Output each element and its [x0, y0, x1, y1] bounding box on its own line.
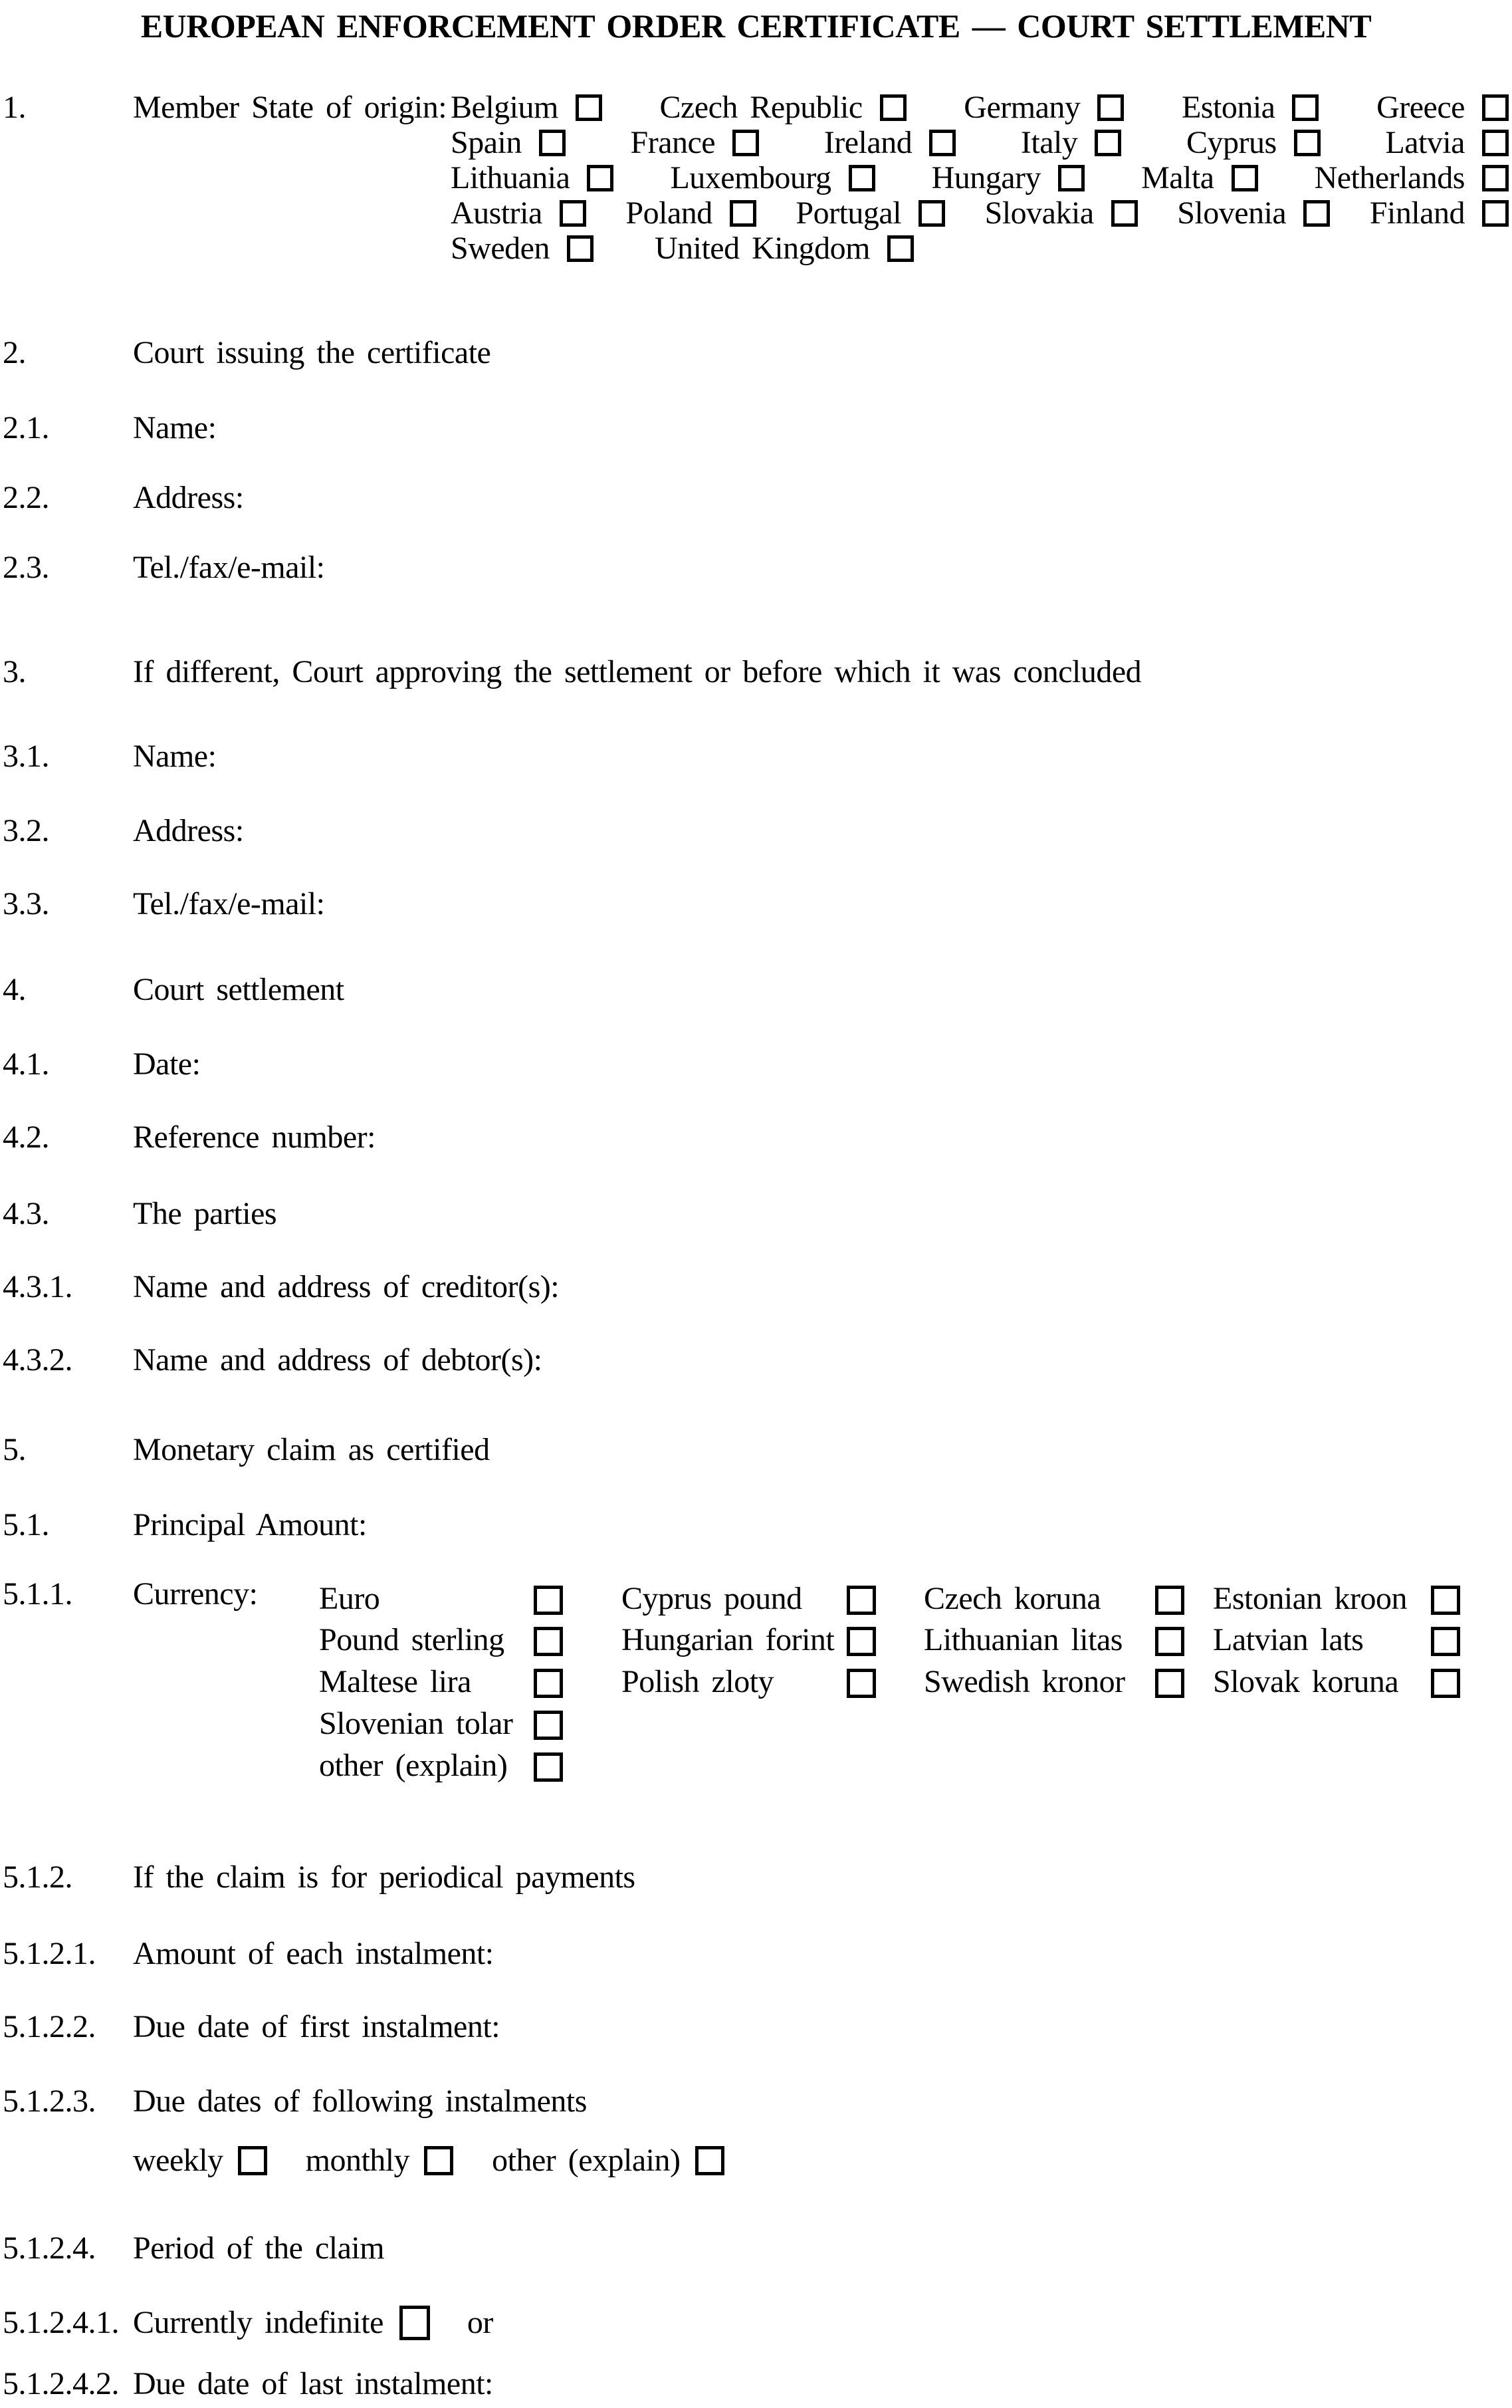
- member-state-option: [1376, 90, 1509, 126]
- form-item-5-1-2-2: [3, 2010, 1509, 2045]
- item-label: Due date of first instalment:: [133, 2009, 500, 2044]
- country-label: France: [630, 125, 716, 161]
- member-state-row: [451, 231, 1509, 267]
- form-item-3: [3, 655, 1509, 690]
- member-state-row: [451, 161, 1509, 196]
- member-state-option: [670, 161, 875, 196]
- item-label: Name:: [133, 739, 217, 774]
- checkbox-latvian-lats[interactable]: [1431, 1627, 1460, 1656]
- member-state-option: [451, 126, 566, 161]
- checkbox-weekly[interactable]: [238, 2146, 267, 2175]
- checkbox-hungary[interactable]: [1058, 165, 1085, 191]
- country-label: Greece: [1376, 90, 1465, 126]
- member-state-option: [1182, 90, 1319, 126]
- form-item-4-3: [3, 1197, 1509, 1232]
- form-item-4-3-1: [3, 1270, 1509, 1305]
- currency-label: Swedish kronor: [924, 1664, 1125, 1699]
- checkbox-luxembourg[interactable]: [849, 165, 875, 191]
- checkbox-lithuanian-litas[interactable]: [1155, 1627, 1184, 1656]
- form-item-5-1-2-4-2: [3, 2367, 1509, 2402]
- item-number: 4.3.: [3, 1196, 49, 1231]
- item-label: The parties: [133, 1196, 277, 1231]
- member-state-option: [451, 161, 613, 196]
- item-label: If the claim is for periodical payments: [133, 1860, 635, 1895]
- member-state-option: [1177, 196, 1330, 231]
- checkbox-france[interactable]: [732, 130, 759, 156]
- currency-label: Estonian kroon: [1213, 1581, 1407, 1616]
- frequency-option-other: [492, 2143, 724, 2179]
- checkbox-cyprus-pound[interactable]: [847, 1586, 876, 1615]
- form-item-5: [3, 1433, 1509, 1468]
- country-label: Portugal: [796, 195, 902, 231]
- checkbox-greece[interactable]: [1482, 94, 1509, 121]
- item-number: 3.2.: [3, 813, 49, 848]
- checkbox-latvia[interactable]: [1482, 130, 1509, 156]
- member-state-option: [451, 231, 594, 267]
- item-number: 5.1.2.3.: [3, 2084, 96, 2119]
- country-label: Poland: [625, 195, 712, 231]
- item-number: 3.1.: [3, 739, 49, 774]
- currency-label: Czech koruna: [924, 1581, 1101, 1616]
- checkbox-euro[interactable]: [534, 1586, 563, 1615]
- item-number: 5.1.: [3, 1507, 49, 1542]
- member-state-option: [1186, 126, 1321, 161]
- item-label: Court issuing the certificate: [133, 335, 491, 370]
- checkbox-monthly[interactable]: [424, 2146, 453, 2175]
- frequency-option-monthly: [306, 2143, 454, 2179]
- checkbox-estonian-kroon[interactable]: [1431, 1586, 1460, 1615]
- form-item-2-3: [3, 550, 1509, 586]
- member-state-option: [1141, 161, 1257, 196]
- frequency-label: weekly: [133, 2142, 223, 2178]
- item-number: 1.: [3, 90, 26, 125]
- checkbox-malta[interactable]: [1232, 165, 1258, 191]
- item-label: Court settlement: [133, 972, 344, 1007]
- form-item-2-2: [3, 481, 1509, 516]
- checkbox-pound-sterling[interactable]: [534, 1627, 563, 1656]
- checkbox-poland[interactable]: [730, 200, 756, 227]
- checkbox-united-kingdom[interactable]: [887, 235, 914, 262]
- item-number: 2.2.: [3, 480, 49, 515]
- member-state-option: [451, 196, 586, 231]
- item-number: 5.1.2.2.: [3, 2009, 96, 2044]
- checkbox-estonia[interactable]: [1292, 94, 1319, 121]
- form-item-4-2: [3, 1120, 1509, 1155]
- country-label: Czech Republic: [659, 90, 863, 126]
- item-number: 4.1.: [3, 1046, 49, 1082]
- item-label: Reference number:: [133, 1120, 376, 1155]
- item-number: 4.3.1.: [3, 1269, 72, 1304]
- checkbox-finland[interactable]: [1482, 200, 1509, 227]
- item-label: Tel./fax/e-mail:: [133, 550, 325, 585]
- member-state-option: [1315, 161, 1509, 196]
- currency-label: Euro: [319, 1581, 380, 1616]
- form-item-5-1-2-4-1: [3, 2306, 1509, 2341]
- item-label: Due dates of following instalments: [133, 2084, 587, 2119]
- item-label: Tel./fax/e-mail:: [133, 886, 325, 921]
- checkbox-austria[interactable]: [560, 200, 586, 227]
- country-label: United Kingdom: [654, 231, 870, 267]
- member-state-option: [964, 90, 1124, 126]
- checkbox-portugal[interactable]: [918, 200, 945, 227]
- member-state-option: [655, 231, 914, 267]
- checkbox-cyprus[interactable]: [1294, 130, 1321, 156]
- frequency-label: other (explain): [492, 2142, 681, 2178]
- item-number: 4.: [3, 972, 26, 1007]
- checkbox-czech-republic[interactable]: [880, 94, 907, 121]
- item-number: 5.1.2.4.: [3, 2230, 96, 2266]
- item-label: Date:: [133, 1046, 201, 1082]
- form-item-4-3-2: [3, 1343, 1509, 1378]
- form-item-3-3: [3, 887, 1509, 922]
- checkbox-netherlands[interactable]: [1482, 165, 1509, 191]
- item-label: Name:: [133, 410, 217, 445]
- member-state-option: [985, 196, 1138, 231]
- item-number: 3.3.: [3, 886, 49, 921]
- item-number: 3.: [3, 654, 26, 689]
- country-label: Spain: [451, 125, 522, 161]
- form-item-3-1: [3, 739, 1509, 775]
- checkbox-belgium[interactable]: [576, 94, 602, 121]
- item-label: Principal Amount:: [133, 1507, 367, 1542]
- form-item-5-1-2-4: [3, 2231, 1509, 2266]
- item-label: Monetary claim as certified: [133, 1432, 490, 1467]
- form-item-2-1: [3, 411, 1509, 446]
- checkbox-slovenian-tolar[interactable]: [534, 1711, 563, 1740]
- page-title: EUROPEAN ENFORCEMENT ORDER CERTIFICATE — COURT SETTLEMENT: [140, 7, 1372, 45]
- currency-label: other (explain): [319, 1748, 508, 1783]
- checkbox-czech-koruna[interactable]: [1155, 1586, 1184, 1615]
- country-label: Luxembourg: [670, 160, 831, 196]
- country-label: Netherlands: [1314, 160, 1465, 196]
- item-label: Amount of each instalment:: [133, 1936, 494, 1971]
- item-number: 2.: [3, 335, 26, 370]
- member-state-option: [796, 196, 945, 231]
- currency-label: Slovak koruna: [1213, 1664, 1399, 1699]
- member-state-option: [932, 161, 1085, 196]
- item-number: 4.2.: [3, 1120, 49, 1155]
- conjunction-label: or: [467, 2305, 493, 2340]
- checkbox-other-explain[interactable]: [695, 2146, 724, 2175]
- currency-label: Hungarian forint: [621, 1622, 835, 1657]
- form-item-4: [3, 973, 1509, 1008]
- form-item-2: [3, 336, 1509, 371]
- currency-label: Polish zloty: [621, 1664, 774, 1699]
- currency-label: Slovenian tolar: [319, 1706, 513, 1741]
- checkbox-currently-indefinite[interactable]: [399, 2306, 430, 2340]
- country-label: Lithuania: [451, 160, 570, 196]
- checkbox-lithuania[interactable]: [587, 165, 613, 191]
- member-state-row: [451, 196, 1509, 231]
- country-label: Slovakia: [984, 195, 1094, 231]
- country-label: Latvia: [1385, 125, 1465, 161]
- form-item-5-1-2-1: [3, 1937, 1509, 1972]
- country-label: Cyprus: [1186, 125, 1277, 161]
- checkbox-hungarian-forint[interactable]: [847, 1627, 876, 1656]
- item-number: 5.1.2.4.2.: [3, 2366, 119, 2401]
- checkbox-italy[interactable]: [1095, 130, 1121, 156]
- instalment-frequency-row: [133, 2142, 763, 2179]
- item-label: Due date of last instalment:: [133, 2366, 493, 2401]
- checkbox-slovak-koruna[interactable]: [1431, 1669, 1460, 1698]
- currency-label: Pound sterling: [319, 1622, 504, 1657]
- country-label: Austria: [451, 195, 542, 231]
- checkbox-spain[interactable]: [539, 130, 566, 156]
- member-state-row: [451, 126, 1509, 161]
- form-item-5-1: [3, 1508, 1509, 1543]
- item-number: 2.3.: [3, 550, 49, 585]
- country-label: Italy: [1020, 125, 1078, 161]
- frequency-label: monthly: [305, 2142, 410, 2178]
- checkbox-maltese-lira[interactable]: [534, 1669, 563, 1698]
- form-item-5-1-2-3: [3, 2084, 1509, 2119]
- checkbox-slovakia[interactable]: [1111, 200, 1138, 227]
- checkbox-sweden[interactable]: [567, 235, 594, 262]
- country-label: Sweden: [451, 231, 550, 267]
- item-label: Currently indefinite: [133, 2305, 383, 2340]
- country-label: Belgium: [451, 90, 558, 126]
- country-label: Finland: [1369, 195, 1465, 231]
- member-state-row: [451, 90, 1509, 126]
- item-label: Address:: [133, 480, 244, 515]
- country-label: Germany: [964, 90, 1081, 126]
- currency-label: Latvian lats: [1213, 1622, 1364, 1657]
- member-state-option: [659, 90, 906, 126]
- item-number: 5.1.1.: [3, 1576, 72, 1612]
- member-state-option: [824, 126, 956, 161]
- form-item-4-1: [3, 1047, 1509, 1082]
- item-label: If different, Court approving the settlement or before which it was concluded: [133, 654, 1142, 689]
- currency-label: Cyprus pound: [621, 1581, 802, 1616]
- form-item-5-1-2: [3, 1860, 1509, 1895]
- checkbox-other-explain[interactable]: [534, 1752, 563, 1782]
- member-state-label: Member State of origin:: [133, 90, 447, 125]
- checkbox-ireland[interactable]: [929, 130, 956, 156]
- country-label: Malta: [1141, 160, 1214, 196]
- member-state-option: [451, 90, 602, 126]
- member-state-option: [1370, 196, 1509, 231]
- item-number: 5.1.2.1.: [3, 1936, 96, 1971]
- item-label: Name and address of creditor(s):: [133, 1269, 560, 1304]
- checkbox-polish-zloty[interactable]: [847, 1669, 876, 1698]
- item-number: 4.3.2.: [3, 1342, 72, 1378]
- item-number: 5.1.2.4.1.: [3, 2305, 119, 2340]
- form-item-3-2: [3, 814, 1509, 849]
- member-state-option: [631, 126, 760, 161]
- item-number: 2.1.: [3, 410, 49, 445]
- currency-label: Lithuanian litas: [924, 1622, 1123, 1657]
- country-label: Slovenia: [1177, 195, 1287, 231]
- checkbox-germany[interactable]: [1097, 94, 1124, 121]
- country-label: Ireland: [823, 125, 913, 161]
- currency-label: Maltese lira: [319, 1664, 471, 1699]
- checkbox-swedish-kronor[interactable]: [1155, 1669, 1184, 1698]
- item-number: 5.1.2.: [3, 1860, 72, 1895]
- member-state-option: [625, 196, 756, 231]
- member-state-option: [1385, 126, 1509, 161]
- member-state-option: [1021, 126, 1121, 161]
- member-state-grid: [451, 90, 1509, 267]
- item-label: Period of the claim: [133, 2230, 385, 2266]
- item-number: 5.: [3, 1432, 26, 1467]
- item-label: Name and address of debtor(s):: [133, 1342, 542, 1378]
- checkbox-slovenia[interactable]: [1303, 200, 1330, 227]
- item-label: Address:: [133, 813, 244, 848]
- currency-label-heading: Currency:: [133, 1576, 258, 1612]
- country-label: Estonia: [1181, 90, 1275, 126]
- frequency-option-weekly: [133, 2143, 267, 2179]
- country-label: Hungary: [931, 160, 1041, 196]
